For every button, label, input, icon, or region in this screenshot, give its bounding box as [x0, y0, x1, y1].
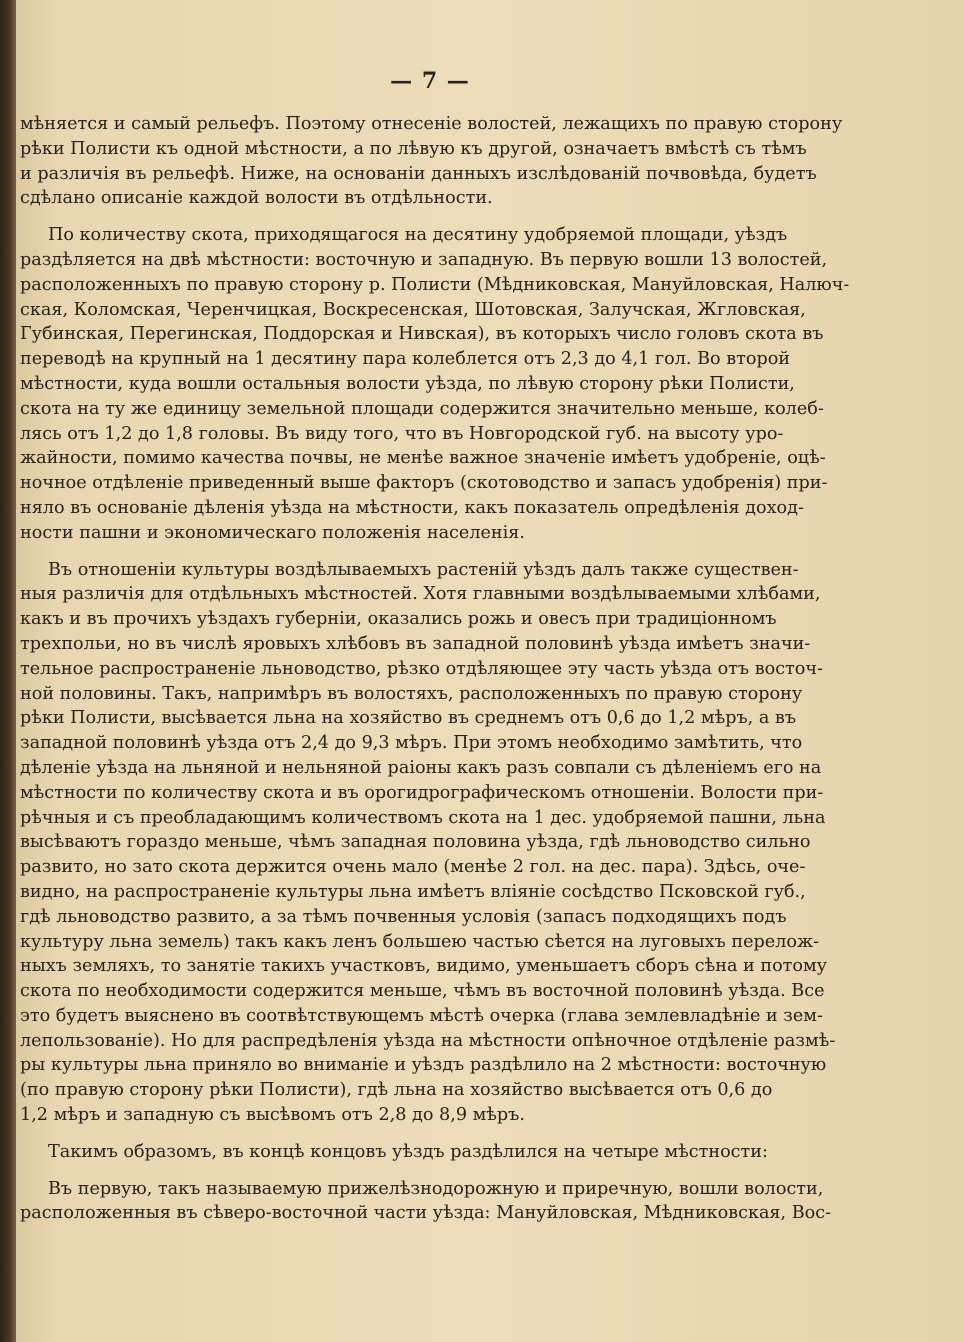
text-line: скота на ту же единицу земельной площади содержится значительно меньше, колеб-: [20, 398, 824, 419]
text-line: ская, Коломская, Черенчицкая, Воскресенская, Шотовская, Залучская, Жгловская,: [20, 299, 806, 320]
paragraph-3: [20, 558, 860, 1128]
paragraph-1: [20, 112, 860, 211]
text-line: ной половины. Такъ, напримѣръ въ волостяхъ, расположенныхъ по правую сторону: [20, 683, 803, 704]
text-line: развито, но зато скота держится очень мало (менѣе 2 гол. на дес. пара). Здѣсь, оче-: [20, 857, 806, 878]
text-line: высѣваютъ гораздо меньше, чѣмъ западная половина уѣзда, гдѣ льноводство сильно: [20, 832, 811, 853]
text-line: мѣняется и самый рельефъ. Поэтому отнесеніе волостей, лежащихъ по правую сторону: [20, 114, 843, 134]
text-line: Такимъ образомъ, въ концѣ концовъ уѣздъ раздѣлился на четыре мѣстности:: [48, 1141, 768, 1162]
text-line: няло въ основаніе дѣленія уѣзда на мѣстности, какъ показатель опредѣленія доход-: [20, 497, 804, 518]
text-line: ночное отдѣленіе приведенный выше факторъ (скотоводство и запасъ удобренія) при-: [20, 473, 828, 494]
text-line: и различія въ рельефѣ. Ниже, на основаніи данныхъ изслѣдованій почвовѣда, будетъ: [20, 163, 817, 184]
text-line: западной половинѣ уѣзда отъ 2,4 до 9,3 мѣръ. При этомъ необходимо замѣтить, что: [20, 733, 803, 754]
text-line: (по правую сторону рѣки Полисти), гдѣ льна на хозяйство высѣвается отъ 0,6 до: [20, 1080, 773, 1101]
text-line: тельное распространеніе льноводство, рѣзко отдѣляющее эту часть уѣзда отъ восточ-: [20, 658, 823, 679]
text-line: Губинская, Перегинская, Поддорская и Нивская), въ которыхъ число головъ скота въ: [20, 324, 824, 345]
text-line: скота по необходимости содержится меньше, чѣмъ въ восточной половинѣ уѣзда. Все: [20, 981, 825, 1002]
text-line: переводѣ на крупный на 1 десятину пара колеблется отъ 2,3 до 4,1 гол. Во второй: [20, 349, 791, 370]
paragraph-4: [20, 1140, 860, 1165]
page-number: — 7 —: [390, 68, 470, 94]
text-line: ныя различія для отдѣльныхъ мѣстностей. Хотя главными воздѣлываемыми хлѣбами,: [20, 584, 821, 605]
text-line: По количеству скота, приходящагося на десятину удобряемой площади, уѣздъ: [48, 225, 788, 246]
text-line: лепользованіе). Но для распредѣленія уѣзда на мѣстности опѣночное отдѣленіе размѣ-: [20, 1030, 836, 1051]
text-line: ры культуры льна приняло во вниманіе и уѣздъ раздѣлило на 2 мѣстности: восточную: [20, 1055, 827, 1076]
text-line: гдѣ льноводство развито, а за тѣмъ почвенныя условія (запасъ подходящихъ подъ: [20, 906, 787, 927]
text-line: видно, на распространеніе культуры льна имѣетъ вліяніе сосѣдство Псковской губ.,: [20, 881, 806, 902]
body-text: [20, 112, 860, 1226]
text-line: трехпольи, но въ числѣ яровыхъ хлѣбовъ въ западной половинѣ уѣзда имѣетъ значи-: [20, 633, 811, 654]
text-line: 1,2 мѣръ и западную съ высѣвомъ отъ 2,8 до 8,9 мѣръ.: [20, 1105, 525, 1126]
text-line: дѣленіе уѣзда на льняной и нельняной раіоны какъ разъ совпали съ дѣленіемъ его на: [20, 757, 822, 778]
text-line: это будетъ выяснено въ соотвѣтствующемъ мѣстѣ очерка (глава землевладѣніе и зем-: [20, 1005, 823, 1026]
text-line: рѣчныя и съ преобладающимъ количествомъ скота на 1 дес. удобряемой пашни, льна: [20, 807, 826, 828]
text-line: культуру льна земель) такъ какъ ленъ большею частью сѣется на луговыхъ перелож-: [20, 931, 820, 952]
text-line: Въ первую, такъ называемую прижелѣзнодорожную и приречную, вошли волости,: [48, 1178, 824, 1199]
text-line: ныхъ земляхъ, то занятіе такихъ участковъ, видимо, уменьшаетъ сборъ сѣна и потому: [20, 956, 828, 977]
text-line: лясь отъ 1,2 до 1,8 головы. Въ виду того, что въ Новгородской губ. на высоту уро-: [20, 423, 784, 444]
text-line: ности пашни и экономическаго положенія населенія.: [20, 522, 525, 543]
text-line: раздѣляется на двѣ мѣстности: восточную и западную. Въ первую вошли 13 волостей,: [20, 249, 828, 270]
text-line: сдѣлано описаніе каждой волости въ отдѣльности.: [20, 188, 493, 209]
text-line: Въ отношеніи культуры воздѣлываемыхъ растеній уѣздъ далъ также существен-: [48, 559, 799, 580]
text-line: какъ и въ прочихъ уѣздахъ губерніи, оказались рожь и овесъ при традиціонномъ: [20, 609, 777, 630]
text-line: рѣки Полисти къ одной мѣстности, а по лѣвую къ другой, означаетъ вмѣстѣ съ тѣмъ: [20, 138, 807, 159]
text-line: расположенныя въ сѣверо-восточной части уѣзда: Мануйловская, Мѣдниковская, Вос-: [20, 1203, 832, 1224]
text-line: мѣстности, куда вошли остальныя волости уѣзда, по лѣвую сторону рѣки Полисти,: [20, 373, 795, 394]
text-line: жайности, помимо качества почвы, не менѣе важное значеніе имѣетъ удобреніе, оцѣ-: [20, 448, 826, 469]
paragraph-2: [20, 223, 860, 545]
text-line: рѣки Полисти, высѣвается льна на хозяйство въ среднемъ отъ 0,6 до 1,2 мѣръ, а въ: [20, 708, 797, 729]
text-line: расположенныхъ по правую сторону р. Полисти (Мѣдниковская, Мануйловская, Налюч-: [20, 274, 850, 295]
book-spine-shadow: [0, 0, 16, 1342]
paragraph-5: [20, 1177, 860, 1227]
text-line: мѣстности по количеству скота и въ орогидрографическомъ отношеніи. Волости при-: [20, 782, 824, 803]
